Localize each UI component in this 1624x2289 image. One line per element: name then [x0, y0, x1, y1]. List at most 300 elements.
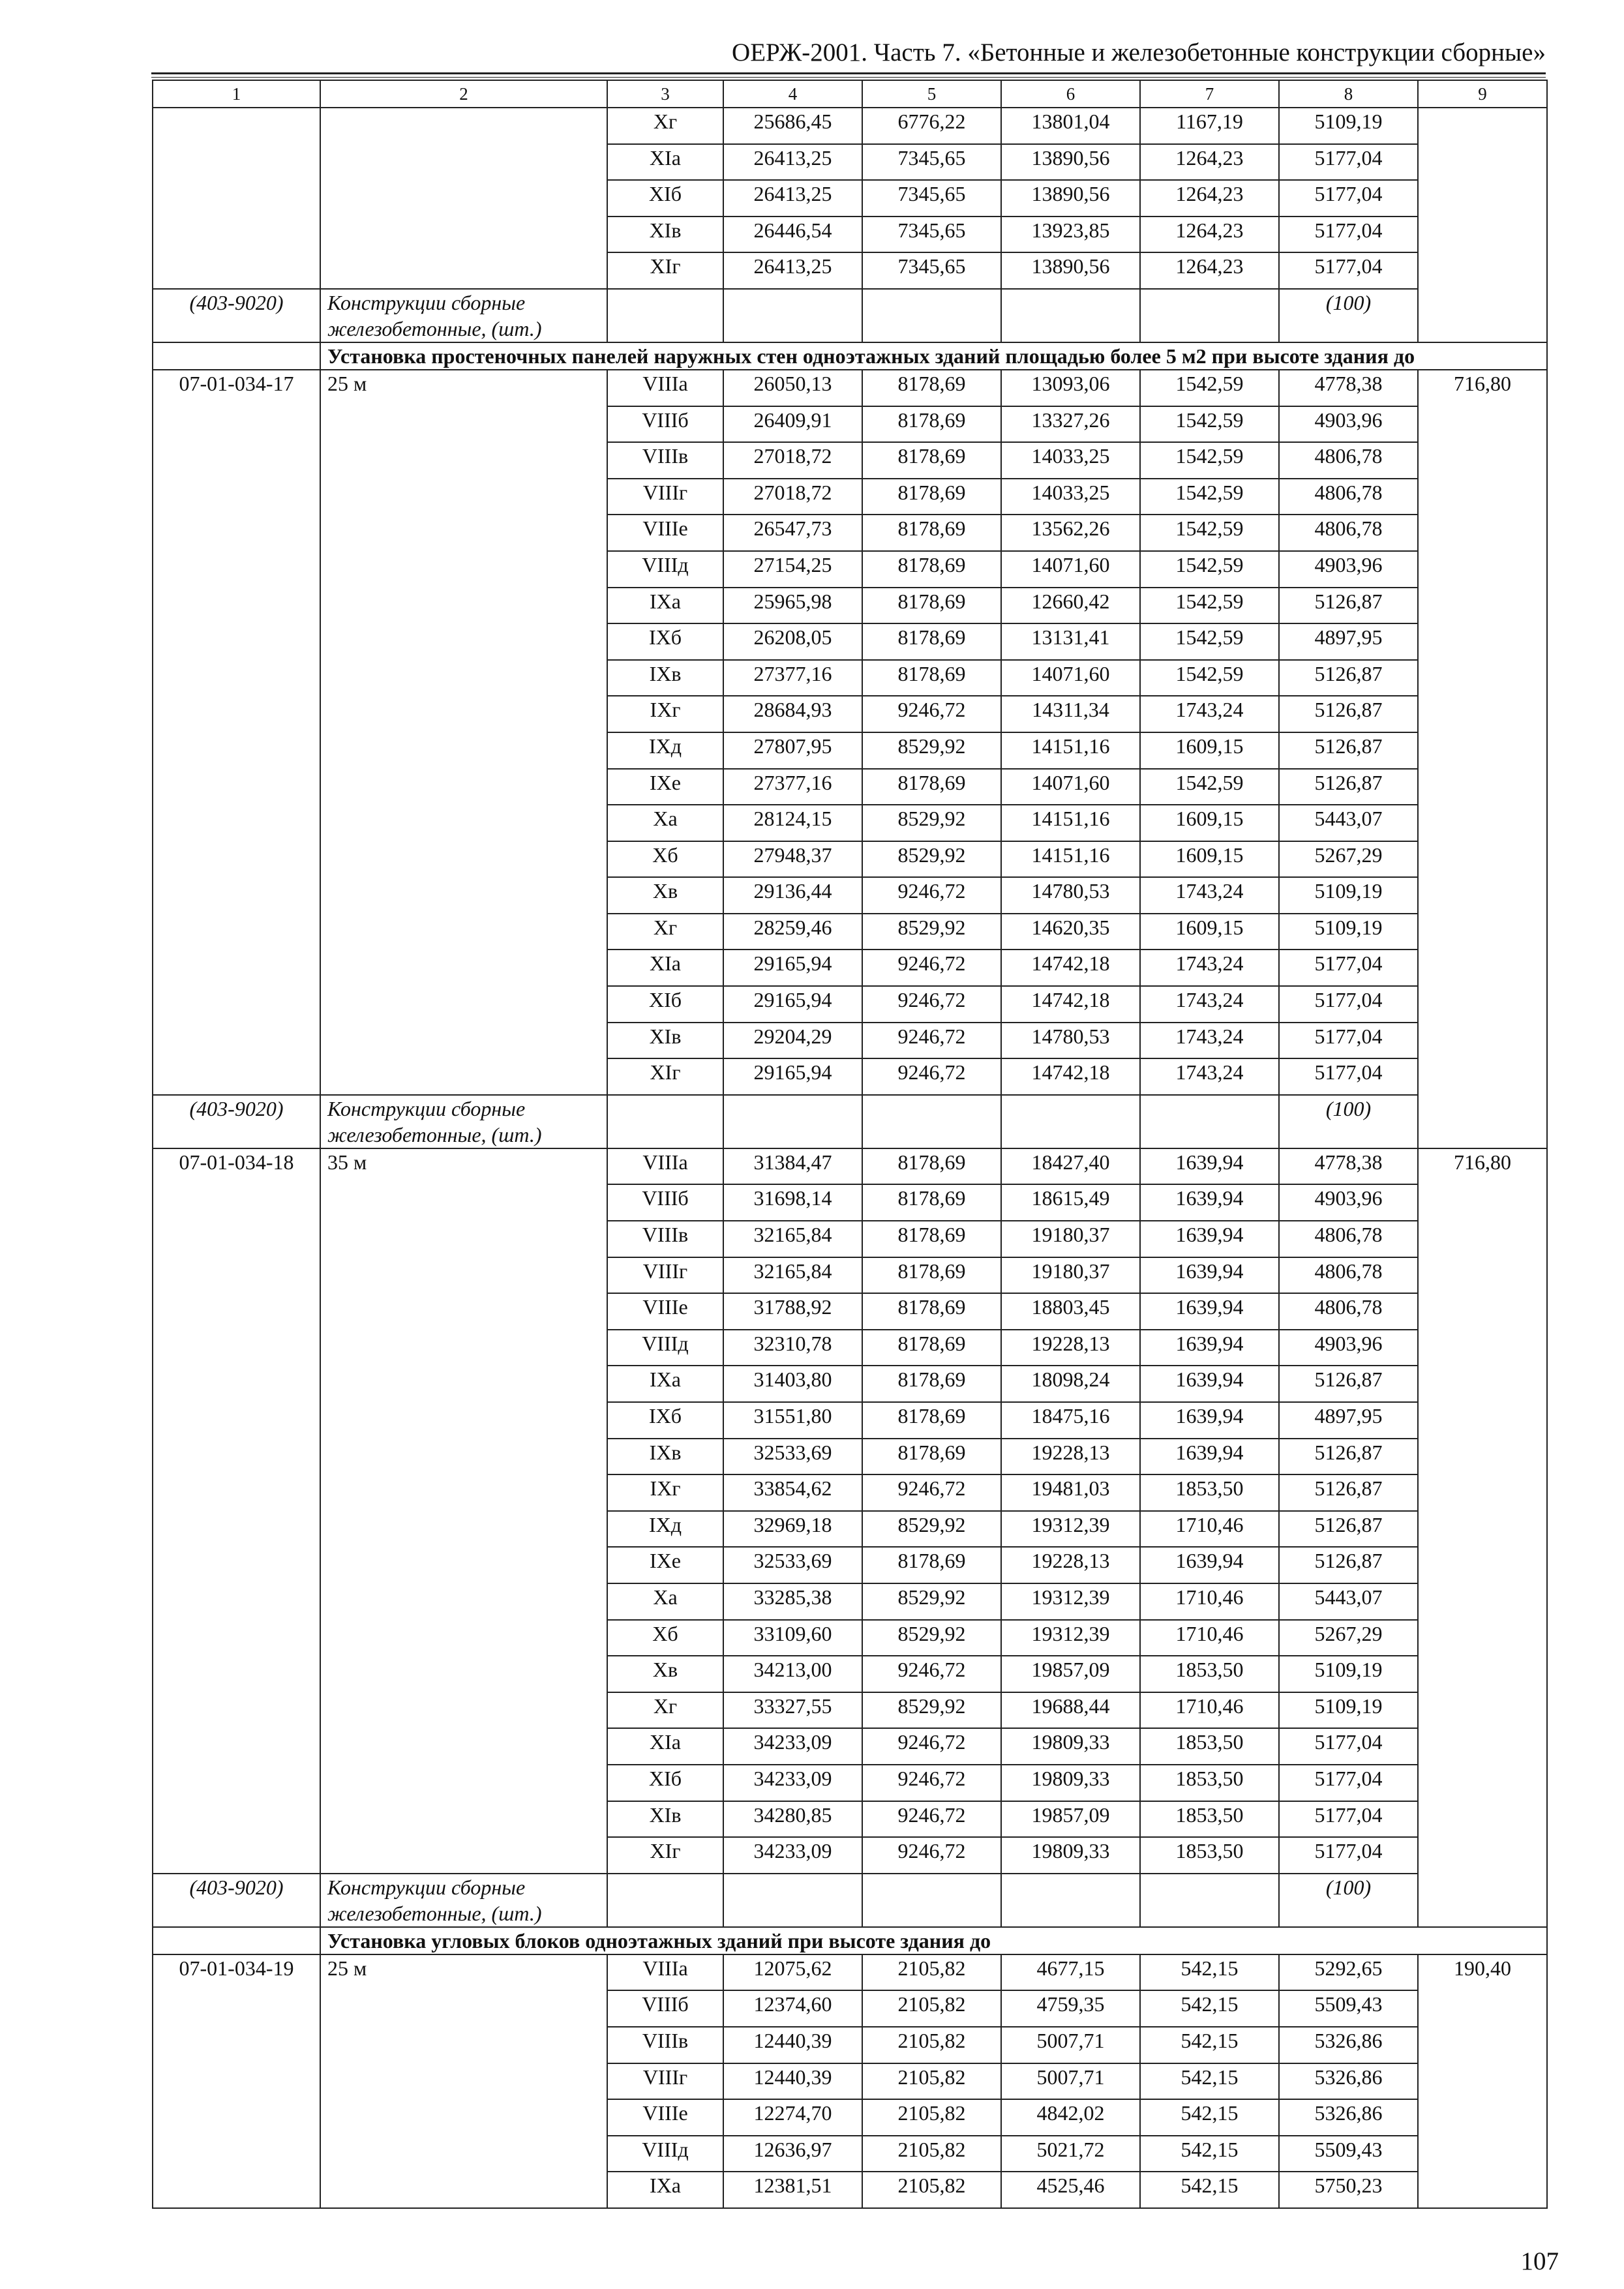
- labor-cost: 9246,72: [862, 1765, 1001, 1801]
- machine-cost: 13327,26: [1001, 406, 1140, 443]
- materials-cost: 5177,04: [1279, 180, 1418, 217]
- total-cost: 27154,25: [723, 551, 862, 588]
- rate-row: [153, 1148, 1547, 1185]
- resource-code: (403-9020): [153, 289, 320, 342]
- materials-cost: 4806,78: [1279, 1221, 1418, 1257]
- total-cost: 27377,16: [723, 769, 862, 805]
- empty-cell: [723, 1874, 862, 1927]
- materials-cost: 5126,87: [1279, 588, 1418, 624]
- machine-cost: 14071,60: [1001, 551, 1140, 588]
- materials-cost: 5109,19: [1279, 108, 1418, 144]
- rate-height: 35 м: [320, 1148, 607, 1874]
- resource-row: [153, 1095, 1547, 1148]
- column-number-row: [153, 80, 1547, 108]
- column-number: 1: [153, 80, 320, 108]
- machine-cost: 14780,53: [1001, 1023, 1140, 1059]
- region-zone: XIг: [607, 1058, 723, 1095]
- region-zone: XIб: [607, 180, 723, 217]
- labor-hours: 716,80: [1418, 1148, 1547, 1927]
- machine-cost: 5021,72: [1001, 2136, 1140, 2172]
- driver-wage: 1542,59: [1140, 660, 1279, 696]
- total-cost: 34233,09: [723, 1837, 862, 1874]
- resource-quantity: (100): [1279, 1095, 1418, 1148]
- driver-wage: 1264,23: [1140, 180, 1279, 217]
- materials-cost: 5267,29: [1279, 1620, 1418, 1656]
- resource-quantity: (100): [1279, 1874, 1418, 1927]
- labor-cost: 9246,72: [862, 1023, 1001, 1059]
- total-cost: 12440,39: [723, 2027, 862, 2063]
- machine-cost: 19688,44: [1001, 1692, 1140, 1729]
- machine-cost: 19312,39: [1001, 1620, 1140, 1656]
- materials-cost: 5326,86: [1279, 2063, 1418, 2100]
- materials-cost: 4806,78: [1279, 515, 1418, 551]
- column-number: 4: [723, 80, 862, 108]
- driver-wage: 542,15: [1140, 2172, 1279, 2208]
- resource-name: Конструкции сборные железобетонные, (шт.): [320, 1874, 607, 1927]
- machine-cost: 5007,71: [1001, 2063, 1140, 2100]
- driver-wage: 1853,50: [1140, 1837, 1279, 1874]
- region-zone: XIа: [607, 1728, 723, 1765]
- total-cost: 29165,94: [723, 986, 862, 1023]
- rate-code: 07-01-034-19: [153, 1954, 320, 2208]
- total-cost: 26050,13: [723, 370, 862, 406]
- total-cost: 27018,72: [723, 442, 862, 479]
- machine-cost: 19228,13: [1001, 1439, 1140, 1475]
- machine-cost: 18803,45: [1001, 1293, 1140, 1330]
- driver-wage: 1542,59: [1140, 551, 1279, 588]
- materials-cost: 5126,87: [1279, 660, 1418, 696]
- materials-cost: 5109,19: [1279, 877, 1418, 914]
- labor-cost: 7345,65: [862, 217, 1001, 253]
- driver-wage: 1639,94: [1140, 1402, 1279, 1439]
- region-zone: Xа: [607, 1583, 723, 1620]
- region-zone: VIIIе: [607, 1293, 723, 1330]
- rate-height: 25 м: [320, 370, 607, 1095]
- total-cost: 32165,84: [723, 1257, 862, 1294]
- resource-name: Конструкции сборные железобетонные, (шт.): [320, 289, 607, 342]
- labor-cost: 8529,92: [862, 1692, 1001, 1729]
- region-zone: IXа: [607, 2172, 723, 2208]
- resource-code: (403-9020): [153, 1095, 320, 1148]
- rate-row: [153, 370, 1547, 406]
- rate-height: 25 м: [320, 1954, 607, 2208]
- empty-cell: [607, 1874, 723, 1927]
- driver-wage: 542,15: [1140, 1990, 1279, 2027]
- section-blank-cell: [153, 1927, 320, 1954]
- machine-cost: 13093,06: [1001, 370, 1140, 406]
- section-heading-row: [153, 1927, 1547, 1954]
- driver-wage: 542,15: [1140, 1954, 1279, 1991]
- total-cost: 32533,69: [723, 1547, 862, 1583]
- materials-cost: 5177,04: [1279, 1058, 1418, 1095]
- driver-wage: 1853,50: [1140, 1728, 1279, 1765]
- machine-cost: 14620,35: [1001, 914, 1140, 950]
- driver-wage: 1743,24: [1140, 1023, 1279, 1059]
- region-zone: VIIIв: [607, 2027, 723, 2063]
- labor-cost: 2105,82: [862, 2099, 1001, 2136]
- machine-cost: 13923,85: [1001, 217, 1140, 253]
- materials-cost: 5177,04: [1279, 1728, 1418, 1765]
- total-cost: 12381,51: [723, 2172, 862, 2208]
- materials-cost: 5326,86: [1279, 2099, 1418, 2136]
- materials-cost: 5509,43: [1279, 1990, 1418, 2027]
- labor-cost: 8178,69: [862, 1257, 1001, 1294]
- driver-wage: 1609,15: [1140, 732, 1279, 769]
- region-zone: VIIIв: [607, 1221, 723, 1257]
- machine-cost: 18427,40: [1001, 1148, 1140, 1185]
- labor-cost: 8178,69: [862, 1330, 1001, 1366]
- machine-cost: 14071,60: [1001, 769, 1140, 805]
- resource-name: Конструкции сборные железобетонные, (шт.): [320, 1095, 607, 1148]
- materials-cost: 4903,96: [1279, 406, 1418, 443]
- total-cost: 12440,39: [723, 2063, 862, 2100]
- driver-wage: 1743,24: [1140, 696, 1279, 732]
- machine-cost: 4842,02: [1001, 2099, 1140, 2136]
- machine-cost: 19228,13: [1001, 1330, 1140, 1366]
- total-cost: 32969,18: [723, 1511, 862, 1548]
- machine-cost: 12660,42: [1001, 588, 1140, 624]
- labor-cost: 8178,69: [862, 1221, 1001, 1257]
- region-zone: IXв: [607, 660, 723, 696]
- driver-wage: 1542,59: [1140, 370, 1279, 406]
- column-number: 9: [1418, 80, 1547, 108]
- materials-cost: 4897,95: [1279, 1402, 1418, 1439]
- rate-row: [153, 108, 1547, 144]
- empty-cell: [1140, 1874, 1279, 1927]
- labor-cost: 9246,72: [862, 986, 1001, 1023]
- resource-quantity: (100): [1279, 289, 1418, 342]
- driver-wage: 1609,15: [1140, 914, 1279, 950]
- section-heading: Установка угловых блоков одноэтажных зданий при высоте здания до: [320, 1927, 1547, 1954]
- labor-cost: 8178,69: [862, 442, 1001, 479]
- driver-wage: 1542,59: [1140, 588, 1279, 624]
- driver-wage: 1853,50: [1140, 1656, 1279, 1692]
- labor-cost: 9246,72: [862, 1656, 1001, 1692]
- machine-cost: 19180,37: [1001, 1257, 1140, 1294]
- driver-wage: 542,15: [1140, 2136, 1279, 2172]
- machine-cost: 14742,18: [1001, 950, 1140, 986]
- machine-cost: 19228,13: [1001, 1547, 1140, 1583]
- rate-row: [153, 1954, 1547, 1991]
- region-zone: Xб: [607, 841, 723, 878]
- driver-wage: 1264,23: [1140, 217, 1279, 253]
- driver-wage: 1853,50: [1140, 1474, 1279, 1511]
- machine-cost: 14151,16: [1001, 805, 1140, 841]
- materials-cost: 4806,78: [1279, 1293, 1418, 1330]
- labor-cost: 9246,72: [862, 1474, 1001, 1511]
- region-zone: IXг: [607, 696, 723, 732]
- region-zone: VIIIб: [607, 1990, 723, 2027]
- total-cost: 29204,29: [723, 1023, 862, 1059]
- column-number: 7: [1140, 80, 1279, 108]
- total-cost: 28259,46: [723, 914, 862, 950]
- labor-cost: 8529,92: [862, 914, 1001, 950]
- driver-wage: 1639,94: [1140, 1257, 1279, 1294]
- materials-cost: 5443,07: [1279, 1583, 1418, 1620]
- materials-cost: 4806,78: [1279, 442, 1418, 479]
- materials-cost: 5267,29: [1279, 841, 1418, 878]
- region-zone: XIа: [607, 144, 723, 181]
- resource-code: (403-9020): [153, 1874, 320, 1927]
- driver-wage: 1710,46: [1140, 1583, 1279, 1620]
- region-zone: IXд: [607, 732, 723, 769]
- labor-cost: 8178,69: [862, 660, 1001, 696]
- total-cost: 31698,14: [723, 1184, 862, 1221]
- total-cost: 27948,37: [723, 841, 862, 878]
- materials-cost: 5177,04: [1279, 1837, 1418, 1874]
- materials-cost: 5177,04: [1279, 144, 1418, 181]
- driver-wage: 1542,59: [1140, 515, 1279, 551]
- machine-cost: 14151,16: [1001, 841, 1140, 878]
- empty-cell: [1001, 289, 1140, 342]
- header-rule: [151, 72, 1546, 74]
- region-zone: VIIIд: [607, 551, 723, 588]
- machine-cost: 19809,33: [1001, 1728, 1140, 1765]
- materials-cost: 5443,07: [1279, 805, 1418, 841]
- region-zone: Xв: [607, 877, 723, 914]
- labor-cost: 2105,82: [862, 1954, 1001, 1991]
- machine-cost: 19481,03: [1001, 1474, 1140, 1511]
- materials-cost: 5177,04: [1279, 252, 1418, 289]
- labor-cost: 8178,69: [862, 1293, 1001, 1330]
- region-zone: VIIIд: [607, 1330, 723, 1366]
- labor-cost: 8178,69: [862, 1366, 1001, 1402]
- rate-code: 07-01-034-18: [153, 1148, 320, 1874]
- total-cost: 27018,72: [723, 479, 862, 515]
- resource-row: [153, 289, 1547, 342]
- rate-code: [153, 108, 320, 289]
- machine-cost: 19312,39: [1001, 1583, 1140, 1620]
- region-zone: XIб: [607, 1765, 723, 1801]
- region-zone: IXб: [607, 1402, 723, 1439]
- labor-cost: 8529,92: [862, 1511, 1001, 1548]
- labor-cost: 8178,69: [862, 515, 1001, 551]
- machine-cost: 14151,16: [1001, 732, 1140, 769]
- driver-wage: 1710,46: [1140, 1692, 1279, 1729]
- labor-cost: 2105,82: [862, 2172, 1001, 2208]
- machine-cost: 4525,46: [1001, 2172, 1140, 2208]
- machine-cost: 14033,25: [1001, 479, 1140, 515]
- materials-cost: 5126,87: [1279, 732, 1418, 769]
- driver-wage: 1639,94: [1140, 1330, 1279, 1366]
- empty-cell: [1001, 1095, 1140, 1148]
- region-zone: VIIIа: [607, 1954, 723, 1991]
- region-zone: IXа: [607, 1366, 723, 1402]
- labor-cost: 8178,69: [862, 406, 1001, 443]
- region-zone: IXе: [607, 769, 723, 805]
- materials-cost: 5750,23: [1279, 2172, 1418, 2208]
- labor-cost: 8529,92: [862, 841, 1001, 878]
- materials-cost: 5177,04: [1279, 950, 1418, 986]
- labor-cost: 2105,82: [862, 1990, 1001, 2027]
- region-zone: XIа: [607, 950, 723, 986]
- total-cost: 29165,94: [723, 950, 862, 986]
- total-cost: 26413,25: [723, 180, 862, 217]
- materials-cost: 5126,87: [1279, 696, 1418, 732]
- driver-wage: 1743,24: [1140, 877, 1279, 914]
- total-cost: 31788,92: [723, 1293, 862, 1330]
- labor-cost: 9246,72: [862, 1837, 1001, 1874]
- region-zone: VIIIг: [607, 1257, 723, 1294]
- region-zone: VIIIг: [607, 2063, 723, 2100]
- labor-cost: 8178,69: [862, 479, 1001, 515]
- total-cost: 31403,80: [723, 1366, 862, 1402]
- materials-cost: 4806,78: [1279, 1257, 1418, 1294]
- labor-hours: 716,80: [1418, 370, 1547, 1148]
- total-cost: 33109,60: [723, 1620, 862, 1656]
- machine-cost: 19180,37: [1001, 1221, 1140, 1257]
- machine-cost: 19809,33: [1001, 1765, 1140, 1801]
- materials-cost: 5109,19: [1279, 1656, 1418, 1692]
- machine-cost: 13890,56: [1001, 144, 1140, 181]
- total-cost: 12636,97: [723, 2136, 862, 2172]
- total-cost: 29136,44: [723, 877, 862, 914]
- driver-wage: 1542,59: [1140, 442, 1279, 479]
- labor-cost: 7345,65: [862, 180, 1001, 217]
- region-zone: IXв: [607, 1439, 723, 1475]
- driver-wage: 1743,24: [1140, 986, 1279, 1023]
- labor-cost: 9246,72: [862, 696, 1001, 732]
- machine-cost: 19857,09: [1001, 1656, 1140, 1692]
- labor-cost: 8178,69: [862, 588, 1001, 624]
- total-cost: 33854,62: [723, 1474, 862, 1511]
- materials-cost: 5326,86: [1279, 2027, 1418, 2063]
- materials-cost: 4897,95: [1279, 623, 1418, 660]
- driver-wage: 1639,94: [1140, 1293, 1279, 1330]
- total-cost: 28684,93: [723, 696, 862, 732]
- materials-cost: 4903,96: [1279, 1184, 1418, 1221]
- machine-cost: 14780,53: [1001, 877, 1140, 914]
- total-cost: 26413,25: [723, 252, 862, 289]
- empty-cell: [862, 289, 1001, 342]
- labor-cost: 8178,69: [862, 1439, 1001, 1475]
- materials-cost: 5126,87: [1279, 1366, 1418, 1402]
- machine-cost: 14742,18: [1001, 986, 1140, 1023]
- machine-cost: 14071,60: [1001, 660, 1140, 696]
- labor-cost: 8529,92: [862, 732, 1001, 769]
- labor-cost: 8178,69: [862, 769, 1001, 805]
- region-zone: Xг: [607, 108, 723, 144]
- labor-cost: 7345,65: [862, 144, 1001, 181]
- machine-cost: 13131,41: [1001, 623, 1140, 660]
- labor-cost: 8178,69: [862, 551, 1001, 588]
- region-zone: XIв: [607, 1023, 723, 1059]
- region-zone: VIIIе: [607, 515, 723, 551]
- region-zone: Xг: [607, 914, 723, 950]
- labor-cost: 2105,82: [862, 2027, 1001, 2063]
- section-heading-row: [153, 342, 1547, 370]
- region-zone: VIIIа: [607, 1148, 723, 1185]
- machine-cost: 13890,56: [1001, 252, 1140, 289]
- column-number: 2: [320, 80, 607, 108]
- region-zone: VIIIб: [607, 1184, 723, 1221]
- total-cost: 26547,73: [723, 515, 862, 551]
- total-cost: 12374,60: [723, 1990, 862, 2027]
- driver-wage: 1609,15: [1140, 841, 1279, 878]
- machine-cost: 4677,15: [1001, 1954, 1140, 1991]
- total-cost: 34213,00: [723, 1656, 862, 1692]
- driver-wage: 542,15: [1140, 2027, 1279, 2063]
- section-heading: Установка простеночных панелей наружных стен одноэтажных зданий площадью более 5 м2 при высоте здания до: [320, 342, 1547, 370]
- driver-wage: 1853,50: [1140, 1801, 1279, 1838]
- machine-cost: 19312,39: [1001, 1511, 1140, 1548]
- labor-cost: 9246,72: [862, 1728, 1001, 1765]
- machine-cost: 18615,49: [1001, 1184, 1140, 1221]
- total-cost: 34233,09: [723, 1765, 862, 1801]
- labor-cost: 8529,92: [862, 805, 1001, 841]
- labor-cost: 6776,22: [862, 108, 1001, 144]
- driver-wage: 1639,94: [1140, 1439, 1279, 1475]
- labor-cost: 9246,72: [862, 1058, 1001, 1095]
- total-cost: 26208,05: [723, 623, 862, 660]
- driver-wage: 1639,94: [1140, 1184, 1279, 1221]
- materials-cost: 5126,87: [1279, 1511, 1418, 1548]
- column-number: 6: [1001, 80, 1140, 108]
- region-zone: Xв: [607, 1656, 723, 1692]
- machine-cost: 13890,56: [1001, 180, 1140, 217]
- total-cost: 32310,78: [723, 1330, 862, 1366]
- total-cost: 32533,69: [723, 1439, 862, 1475]
- labor-cost: 9246,72: [862, 950, 1001, 986]
- materials-cost: 5177,04: [1279, 217, 1418, 253]
- region-zone: VIIIд: [607, 2136, 723, 2172]
- region-zone: IXе: [607, 1547, 723, 1583]
- labor-cost: 2105,82: [862, 2063, 1001, 2100]
- machine-cost: 18098,24: [1001, 1366, 1140, 1402]
- region-zone: VIIIа: [607, 370, 723, 406]
- materials-cost: 5126,87: [1279, 1547, 1418, 1583]
- driver-wage: 542,15: [1140, 2063, 1279, 2100]
- empty-cell: [723, 1095, 862, 1148]
- labor-cost: 7345,65: [862, 252, 1001, 289]
- column-number: 5: [862, 80, 1001, 108]
- machine-cost: 14311,34: [1001, 696, 1140, 732]
- labor-cost: 8529,92: [862, 1583, 1001, 1620]
- page-number: 107: [1520, 2247, 1559, 2275]
- rate-height: [320, 108, 607, 289]
- machine-cost: 13562,26: [1001, 515, 1140, 551]
- materials-cost: 4903,96: [1279, 551, 1418, 588]
- driver-wage: 1710,46: [1140, 1620, 1279, 1656]
- materials-cost: 5126,87: [1279, 769, 1418, 805]
- labor-cost: 8178,69: [862, 1402, 1001, 1439]
- total-cost: 31384,47: [723, 1148, 862, 1185]
- materials-cost: 4806,78: [1279, 479, 1418, 515]
- materials-cost: 5177,04: [1279, 986, 1418, 1023]
- labor-cost: 8178,69: [862, 1547, 1001, 1583]
- total-cost: 12075,62: [723, 1954, 862, 1991]
- column-number: 3: [607, 80, 723, 108]
- region-zone: XIв: [607, 1801, 723, 1838]
- materials-cost: 5177,04: [1279, 1765, 1418, 1801]
- materials-cost: 4903,96: [1279, 1330, 1418, 1366]
- materials-cost: 5177,04: [1279, 1023, 1418, 1059]
- total-cost: 33327,55: [723, 1692, 862, 1729]
- region-zone: IXд: [607, 1511, 723, 1548]
- section-blank-cell: [153, 342, 320, 370]
- materials-cost: 5126,87: [1279, 1474, 1418, 1511]
- labor-cost: 8178,69: [862, 1184, 1001, 1221]
- empty-cell: [607, 289, 723, 342]
- total-cost: 29165,94: [723, 1058, 862, 1095]
- region-zone: VIIIе: [607, 2099, 723, 2136]
- total-cost: 27377,16: [723, 660, 862, 696]
- total-cost: 26413,25: [723, 144, 862, 181]
- materials-cost: 4778,38: [1279, 1148, 1418, 1185]
- labor-cost: 8178,69: [862, 1148, 1001, 1185]
- region-zone: XIг: [607, 252, 723, 289]
- empty-cell: [862, 1095, 1001, 1148]
